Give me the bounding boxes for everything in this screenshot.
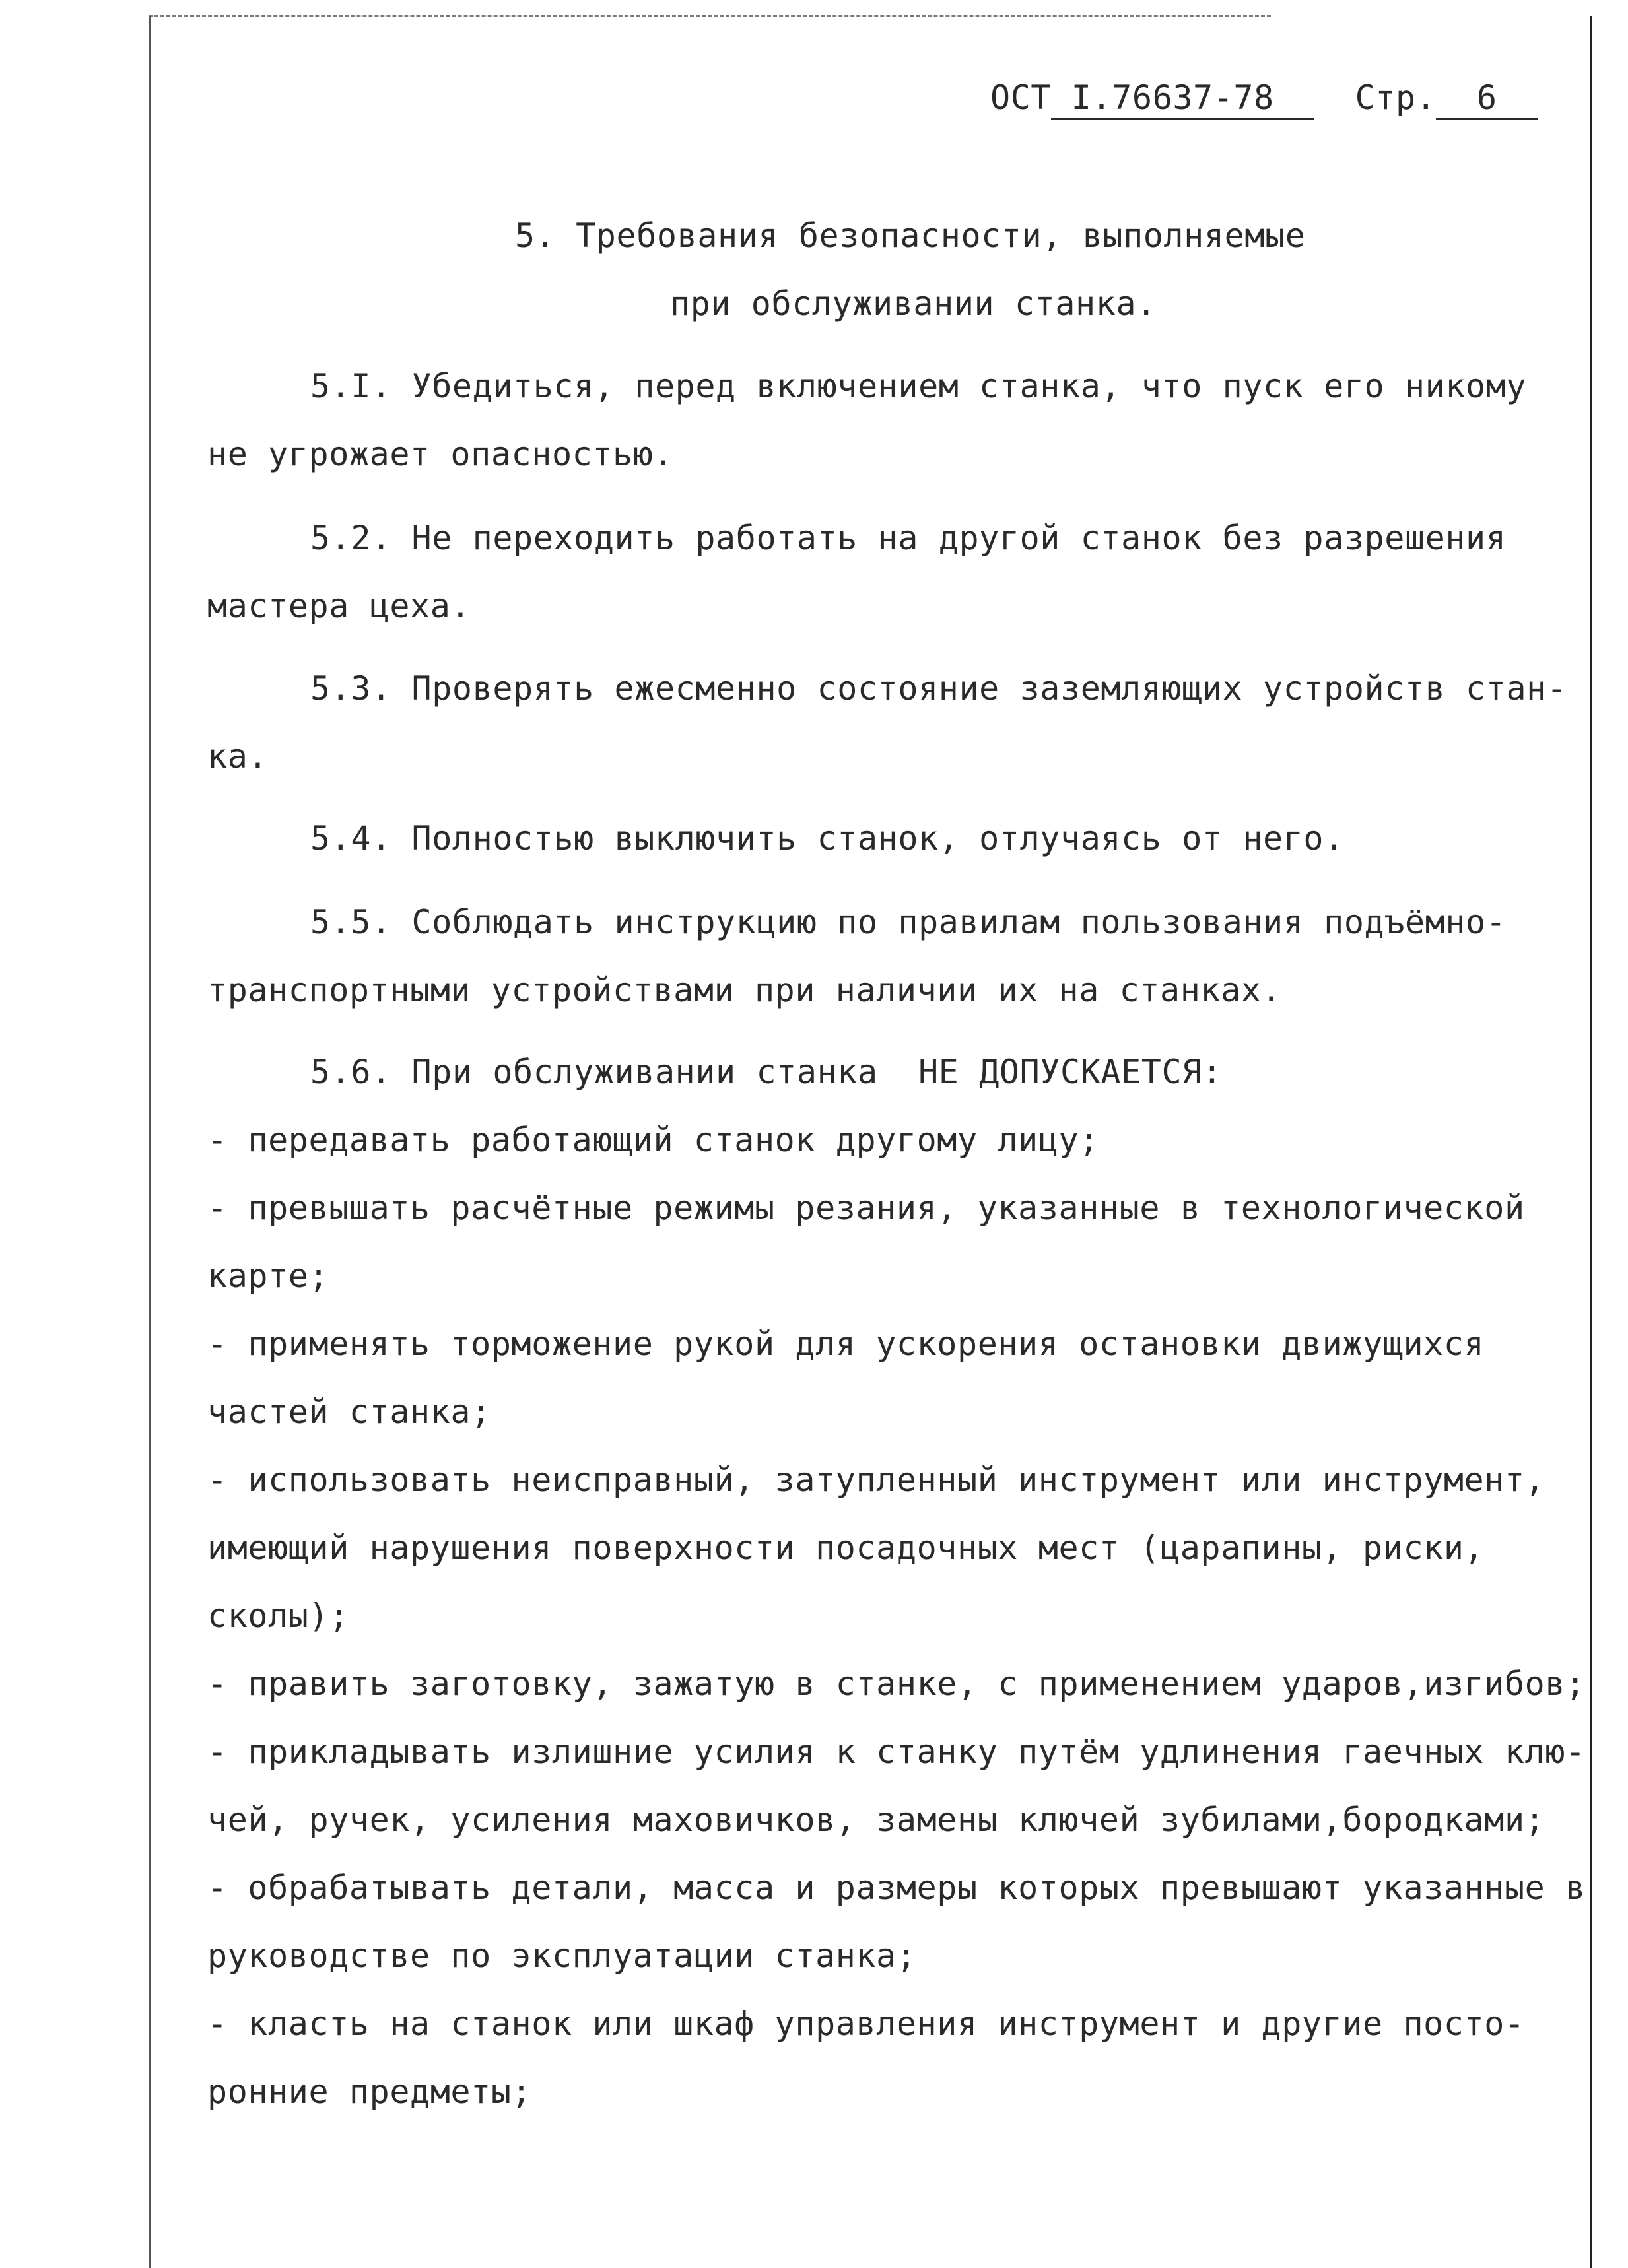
list-item: - использовать неисправный, затупленный инструмент или инструмент, bbox=[207, 1461, 1545, 1499]
section-title-line-2: при обслуживании станка. bbox=[670, 284, 1157, 323]
left-margin-line bbox=[149, 16, 151, 2268]
clause-5-3: 5.3. Проверять ежесменно состояние заземляющих устройств стан- bbox=[310, 669, 1567, 708]
list-item-cont: чей, ручек, усиления маховичков, замены ключей зубилами,бородками; bbox=[207, 1801, 1545, 1839]
list-item-cont: имеющий нарушения поверхности посадочных мест (царапины, риски, bbox=[207, 1529, 1485, 1567]
list-item-cont: руководстве по эксплуатации станка; bbox=[207, 1937, 917, 1975]
page-prefix: Стр. bbox=[1355, 79, 1437, 117]
clause-5-2-cont: мастера цеха. bbox=[207, 587, 471, 625]
page-number: 6 bbox=[1436, 79, 1538, 120]
list-item-cont: ронние предметы; bbox=[207, 2073, 532, 2111]
doc-number: I.76637-78 bbox=[1051, 79, 1314, 120]
list-item: - класть на станок или шкаф управления инструмент и другие посто- bbox=[207, 2005, 1525, 2043]
top-border-line bbox=[149, 15, 1271, 17]
list-item-cont: сколы); bbox=[207, 1597, 349, 1635]
list-item: - обрабатывать детали, масса и размеры которых превышают указанные в bbox=[207, 1869, 1586, 1907]
list-item-cont: карте; bbox=[207, 1257, 329, 1295]
doc-prefix: ОСТ bbox=[990, 79, 1052, 117]
clause-5-4: 5.4. Полностью выключить станок, отлучаясь от него. bbox=[310, 819, 1344, 857]
list-item: - передавать работающий станок другому лицу; bbox=[207, 1121, 1099, 1159]
clause-5-1-cont: не угрожает опасностью. bbox=[207, 435, 674, 473]
list-item: - править заготовку, зажатую в станке, с применением ударов,изгибов; bbox=[207, 1665, 1586, 1703]
section-title-line-1: 5. Требования безопасности, выполняемые bbox=[515, 217, 1306, 255]
right-margin-line bbox=[1590, 16, 1592, 2268]
clause-5-3-cont: ка. bbox=[207, 737, 269, 776]
clause-5-1: 5.I. Убедиться, перед включением станка, что пуск его никому bbox=[310, 367, 1527, 405]
clause-5-6: 5.6. При обслуживании станка НЕ ДОПУСКАЕТСЯ: bbox=[310, 1053, 1223, 1091]
list-item-cont: частей станка; bbox=[207, 1393, 491, 1431]
list-item: - превышать расчётные режимы резания, указанные в технологической bbox=[207, 1189, 1525, 1227]
clause-5-5: 5.5. Соблюдать инструкцию по правилам пользования подъёмно- bbox=[310, 903, 1507, 941]
page-header bbox=[990, 78, 1538, 117]
list-item: - прикладывать излишние усилия к станку путём удлинения гаечных клю- bbox=[207, 1733, 1586, 1771]
clause-5-2: 5.2. Не переходить работать на другой станок без разрешения bbox=[310, 519, 1507, 557]
clause-5-5-cont: транспортными устройствами при наличии их на станках. bbox=[207, 971, 1282, 1009]
list-item: - применять торможение рукой для ускорения остановки движущихся bbox=[207, 1325, 1485, 1363]
